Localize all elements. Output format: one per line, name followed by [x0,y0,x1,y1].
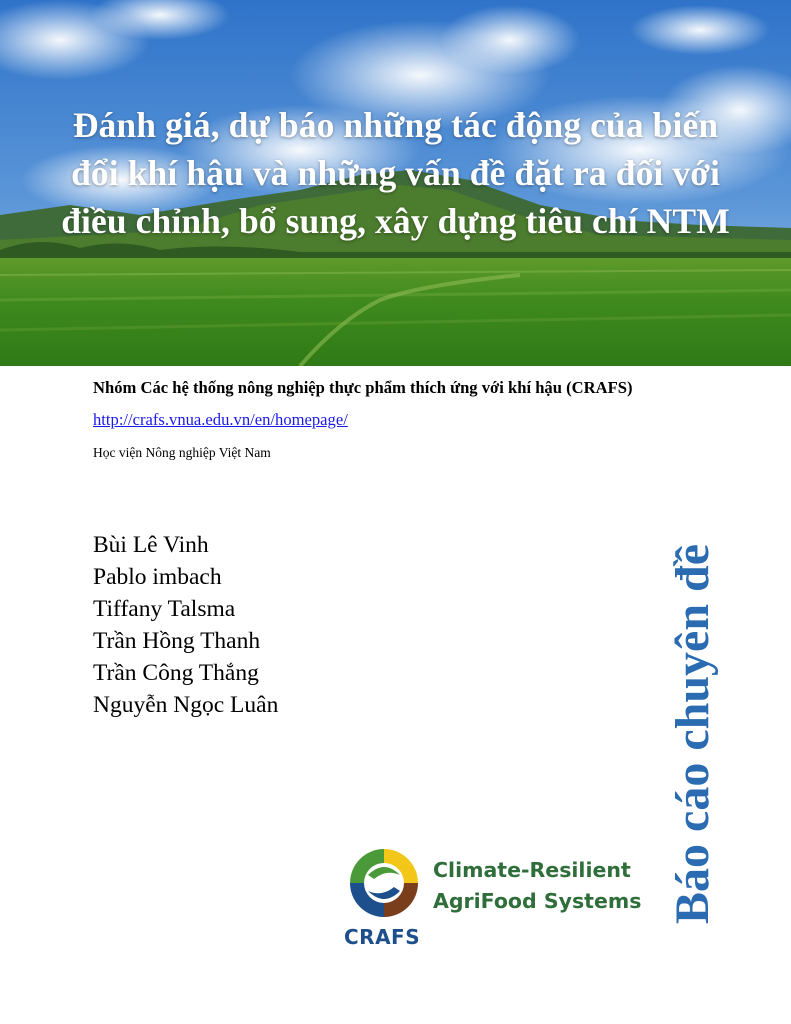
author-name: Trần Hồng Thanh [93,628,261,654]
report-title-line: điều chỉnh, bổ sung, xây dựng tiêu chí NTM [61,201,730,241]
institution-name: Học viện Nông nghiệp Việt Nam [93,445,271,460]
logo-wordmark [433,855,641,917]
organization-homepage-link[interactable]: http://crafs.vnua.edu.vn/en/homepage/ [93,410,348,429]
report-type-label: Báo cáo chuyên đề [666,543,719,924]
author-name: Bùi Lê Vinh [93,532,209,558]
organization-name: Nhóm Các hệ thống nông nghiệp thực phẩm thích ứng với khí hậu (CRAFS) [93,378,633,397]
logo-abbreviation: CRAFS [344,925,421,949]
author-name: Tiffany Talsma [93,596,236,622]
report-title-line: Đánh giá, dự báo những tác động của biến [72,105,719,145]
author-name: Trần Công Thắng [93,660,259,686]
report-title-line: đổi khí hậu và những vấn đề đặt ra đối với [71,153,720,193]
report-title [0,101,791,245]
logo-line: Climate-Resilient [433,858,631,882]
author-name: Nguyễn Ngọc Luân [93,692,279,718]
logo-line: AgriFood Systems [433,889,642,913]
author-list [93,529,278,721]
author-name: Pablo imbach [93,564,222,590]
crafs-logo-icon [346,845,422,921]
cover-hero [0,0,791,366]
